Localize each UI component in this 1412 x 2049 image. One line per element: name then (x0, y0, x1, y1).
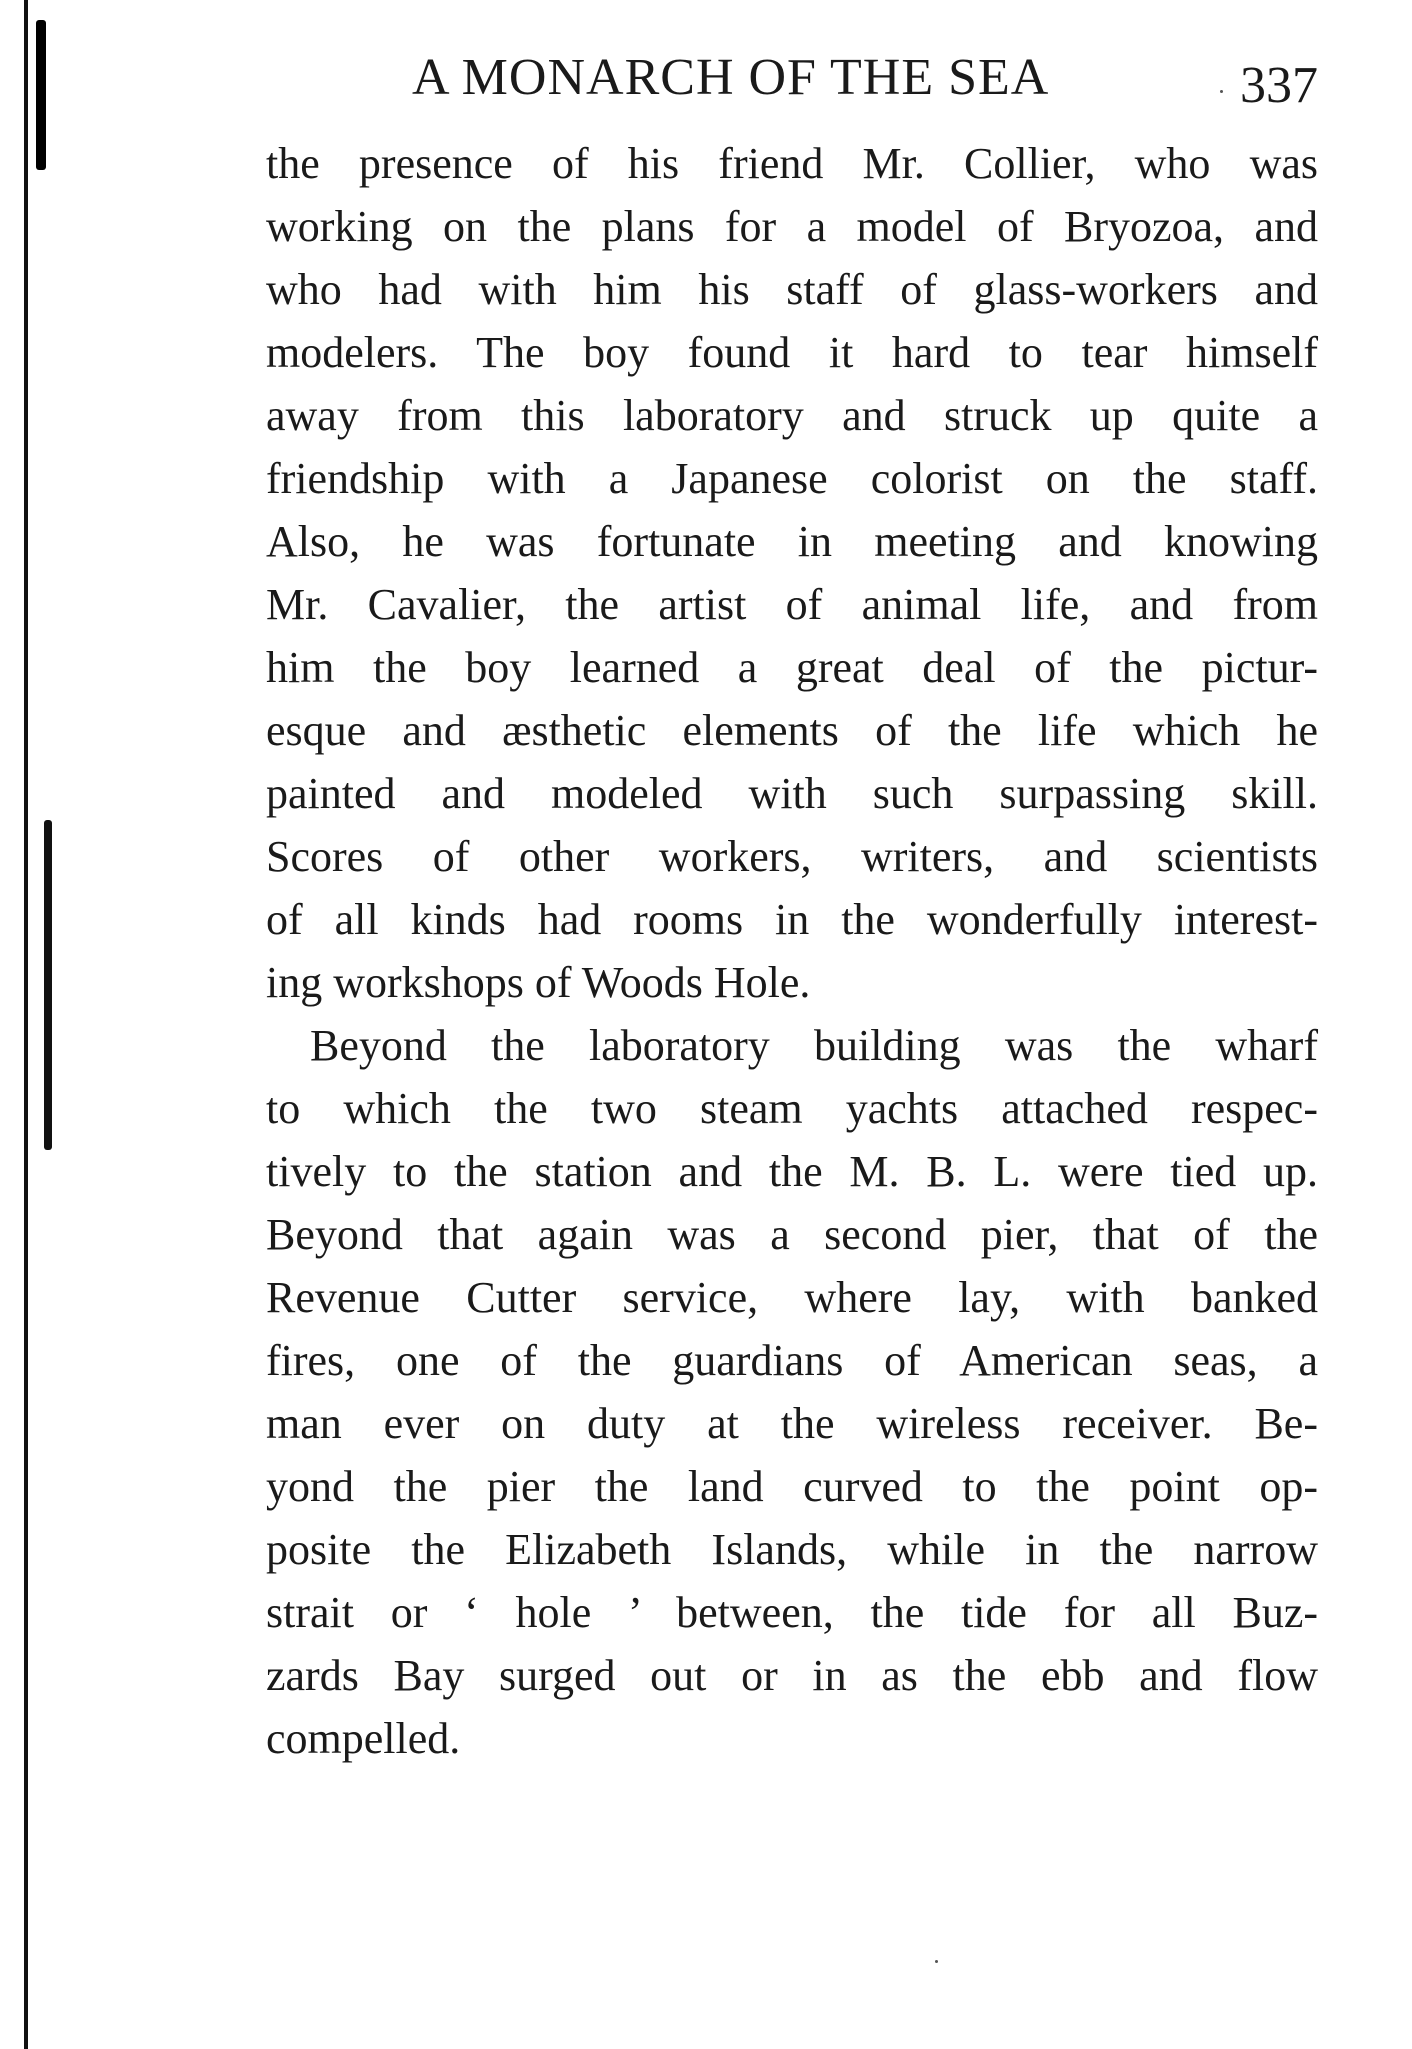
text-line: working on the plans for a model of Bryozoa, and (266, 202, 1318, 251)
text-line: Revenue Cutter service, where lay, with banked (266, 1273, 1318, 1322)
text-line: compelled. (266, 1714, 461, 1763)
text-line: esque and æsthetic elements of the life which he (266, 706, 1318, 755)
text-line: Beyond that again was a second pier, that of the (266, 1210, 1318, 1259)
text-line: modelers. The boy found it hard to tear himself (266, 328, 1318, 377)
text-line: Mr. Cavalier, the artist of animal life, and from (266, 580, 1318, 629)
running-title: A MONARCH OF THE SEA (412, 49, 1050, 106)
text-line: Scores of other workers, writers, and scientists (266, 832, 1318, 881)
text-line: posite the Elizabeth Islands, while in the narrow (266, 1525, 1318, 1574)
text-line: painted and modeled with such surpassing skill. (266, 769, 1318, 818)
text-line: zards Bay surged out or in as the ebb and flow (266, 1651, 1318, 1700)
text-line: who had with him his staff of glass-workers and (266, 265, 1318, 314)
text-line: man ever on duty at the wireless receiver. Be- (266, 1399, 1318, 1448)
text-line: fires, one of the guardians of American seas, a (266, 1336, 1318, 1385)
paragraph-1 (266, 132, 1318, 1014)
text-line: ing workshops of Woods Hole. (266, 958, 811, 1007)
text-line: away from this laboratory and struck up quite a (266, 391, 1318, 440)
body-text (266, 132, 1318, 1770)
binding-shadow-middle (44, 820, 52, 1150)
text-line: tively to the station and the M. B. L. were tied up. (266, 1147, 1318, 1196)
text-line: Also, he was fortunate in meeting and knowing (266, 517, 1318, 566)
text-line: of all kinds had rooms in the wonderfully interest- (266, 895, 1318, 944)
text-line: friendship with a Japanese colorist on the staff. (266, 454, 1318, 503)
text-line: yond the pier the land curved to the point op- (266, 1462, 1318, 1511)
paragraph-2 (266, 1014, 1318, 1770)
binding-edge-line (24, 0, 28, 2049)
binding-shadow-top (36, 20, 46, 170)
text-line: to which the two steam yachts attached respec- (266, 1084, 1318, 1133)
page-header (266, 48, 1318, 118)
text-line: the presence of his friend Mr. Collier, who was (266, 139, 1318, 188)
text-line: Beyond the laboratory building was the wharf (310, 1021, 1318, 1070)
text-line: him the boy learned a great deal of the pictur- (266, 643, 1318, 692)
page-number: 337 (1240, 57, 1318, 114)
text-line: strait or ‘ hole ’ between, the tide for all Buz- (266, 1588, 1318, 1637)
print-speck (935, 1960, 938, 1963)
